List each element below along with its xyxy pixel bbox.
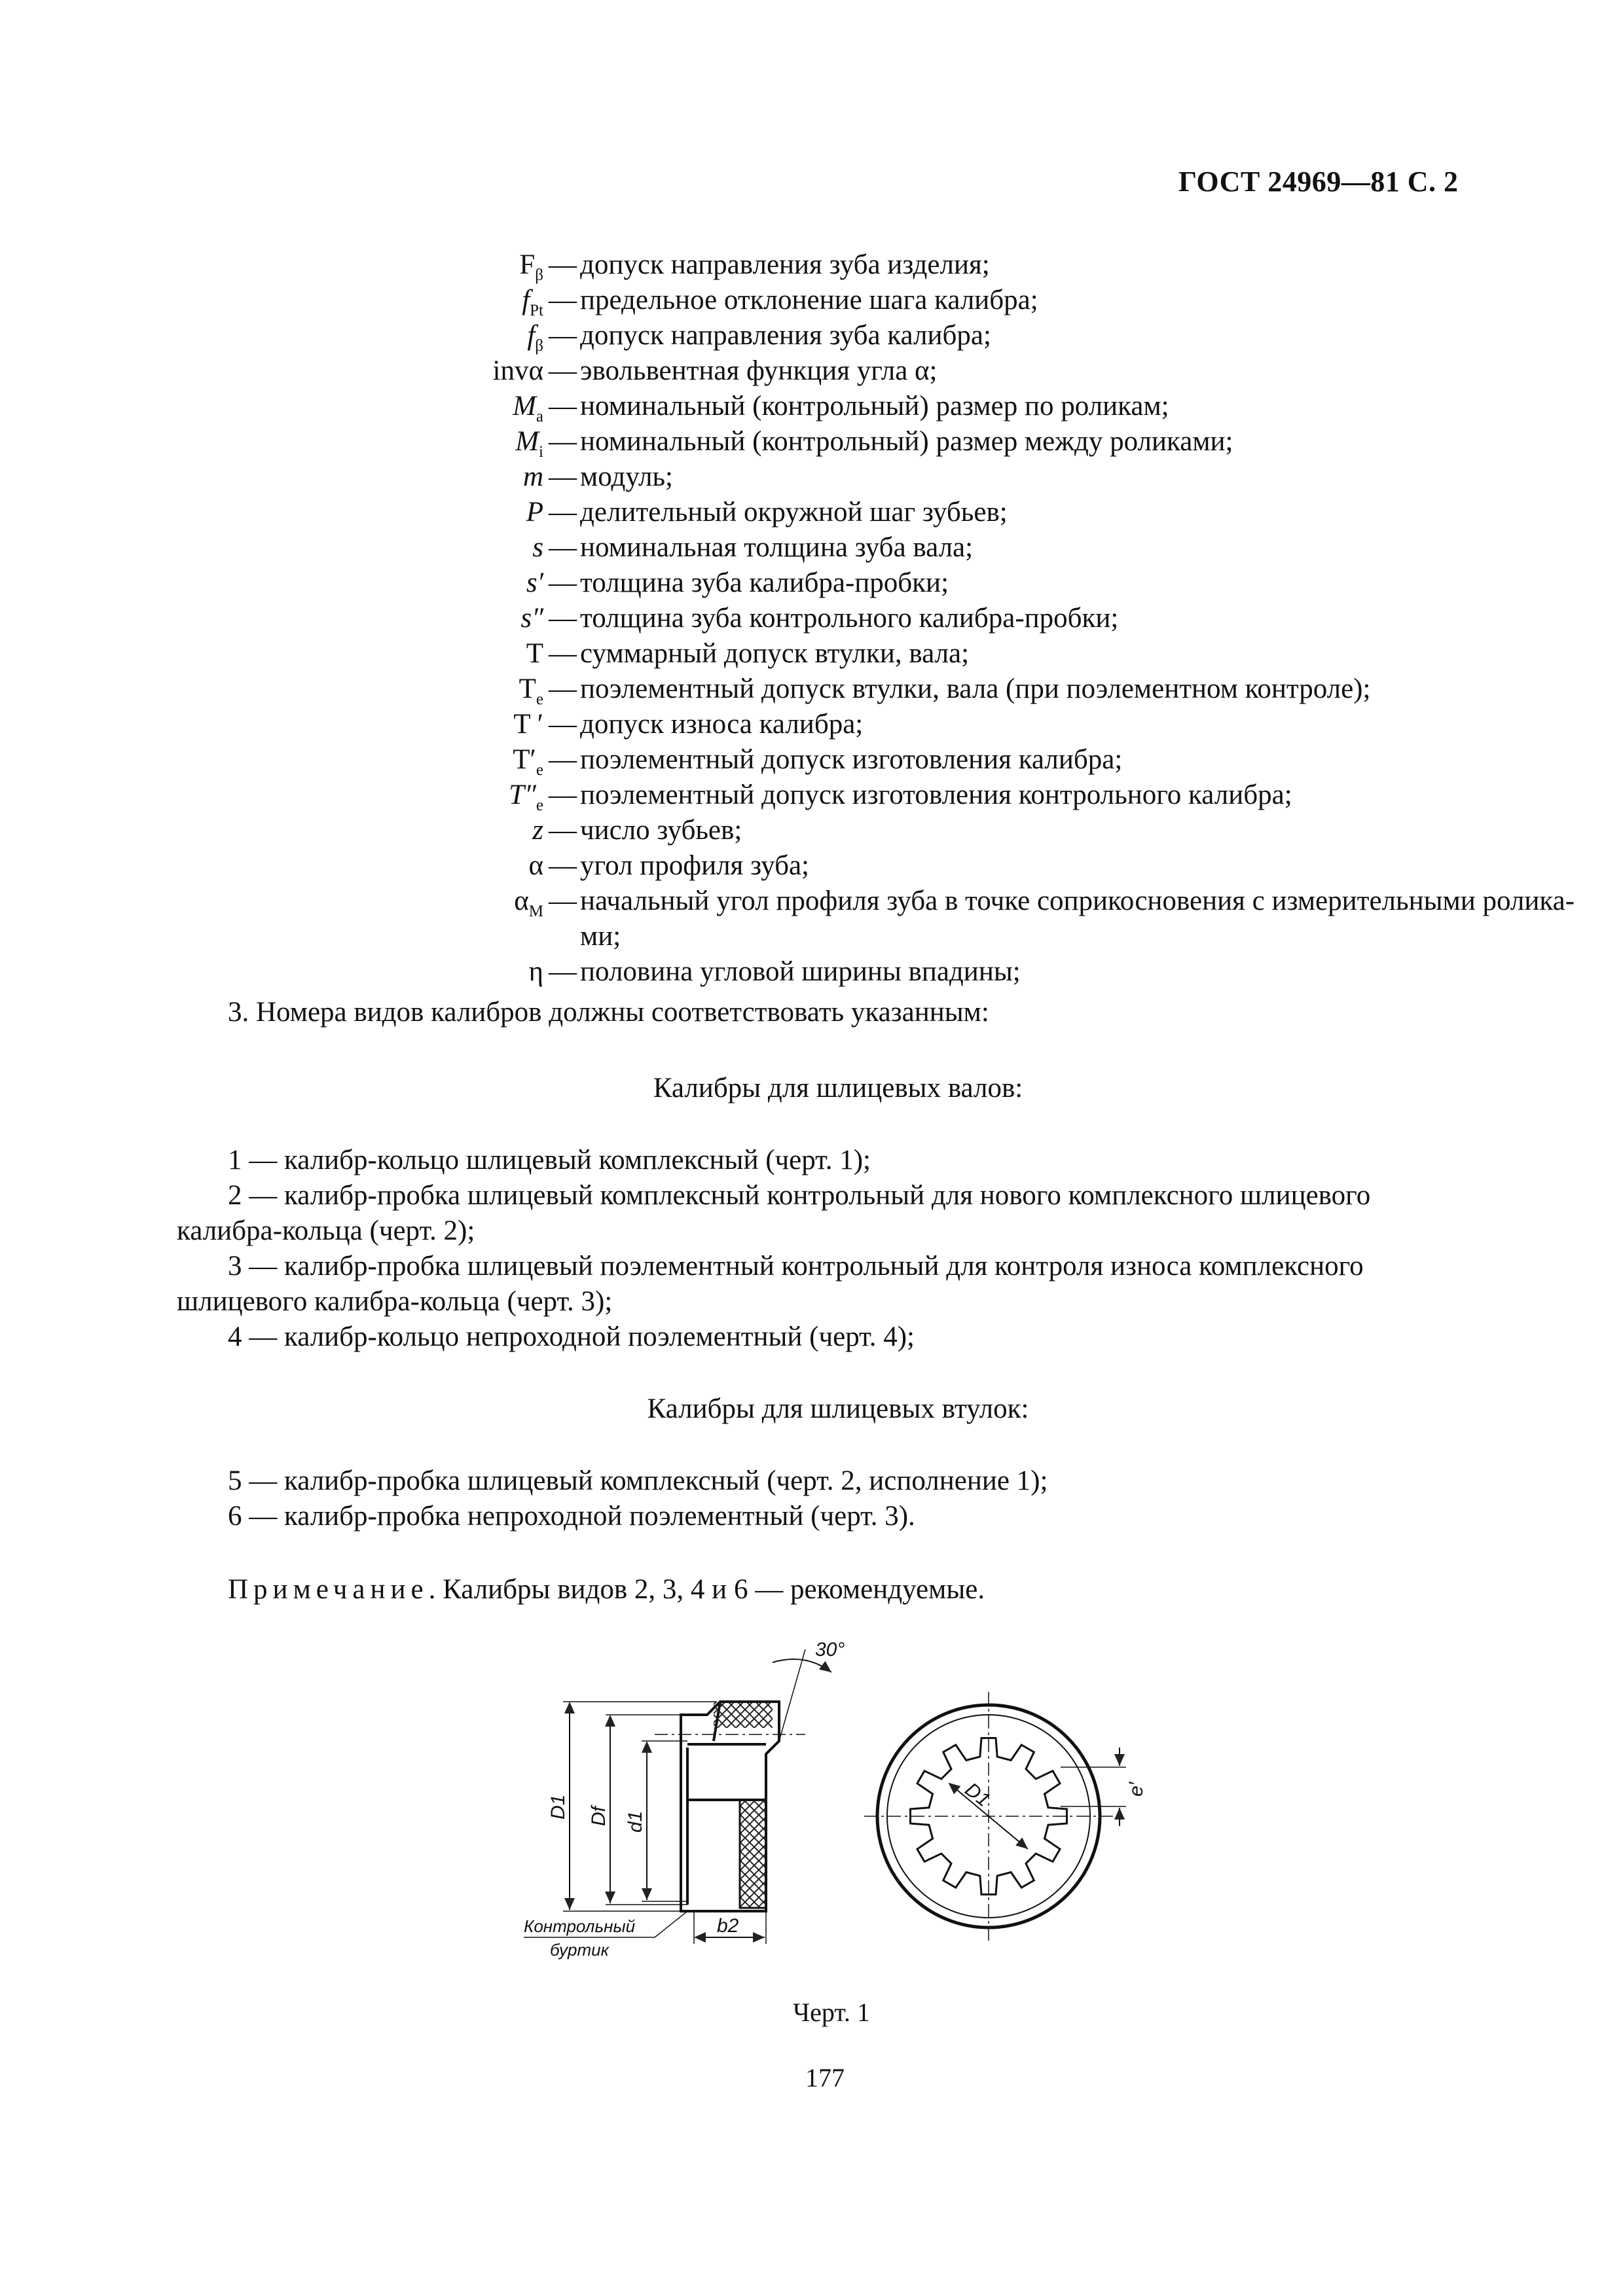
- symbol-definition: половина угловой ширины впадины;: [580, 956, 1021, 987]
- symbol-definition: начальный угол профиля зуба в точке соприкосновения с измерительными ролика-: [580, 886, 1575, 916]
- symbol-row: [196, 389, 1480, 424]
- symbol-subscript: β: [535, 337, 543, 355]
- dash: —: [549, 886, 577, 916]
- symbol-definition: суммарный допуск втулки, вала;: [580, 638, 970, 669]
- list-item: 3 — калибр-пробка шлицевый поэлементный контрольный для контроля износа комплексного: [228, 1251, 1364, 1282]
- symbol-main: T ′: [513, 709, 543, 740]
- symbol-main: s: [532, 532, 543, 563]
- dim-e-label: e′: [1125, 1782, 1147, 1797]
- dash: —: [549, 249, 577, 280]
- symbol: [523, 459, 543, 495]
- symbol-definition: допуск износа калибра;: [580, 709, 864, 740]
- symbol: [532, 813, 543, 848]
- list-item: 1 — калибр-кольцо шлицевый комплексный (черт. 1);: [228, 1145, 871, 1175]
- symbol-row: [196, 353, 1480, 389]
- symbol-main: m: [522, 461, 543, 492]
- side-view: [524, 1649, 831, 1944]
- symbol-definition: толщина зуба контрольного калибра-пробки;: [580, 603, 1119, 634]
- item-3-text: 3. Номера видов калибров должны соответствовать указанным:: [228, 997, 989, 1028]
- symbol: [528, 848, 543, 884]
- heading-shaft-gauges: Калибры для шлицевых валов:: [653, 1073, 1023, 1103]
- symbol-row: [196, 884, 1575, 920]
- symbol-row: [196, 848, 1480, 884]
- symbol: [520, 601, 543, 636]
- symbol-main: T″: [509, 780, 536, 810]
- dash: —: [549, 285, 577, 315]
- page-number: 177: [805, 2063, 845, 2092]
- symbol-main: s′: [526, 567, 543, 598]
- symbol-row: [196, 672, 1480, 707]
- symbol-subscript: β: [535, 266, 543, 284]
- dash: —: [549, 320, 577, 351]
- symbol-main: invα: [492, 355, 543, 386]
- symbol-row: [196, 530, 1480, 565]
- circle-D1-label: D1: [960, 1778, 994, 1812]
- list-item-continuation: шлицевого калибра-кольца (черт. 3);: [177, 1286, 613, 1317]
- dash: —: [549, 426, 577, 457]
- symbol-row: [196, 813, 1480, 848]
- symbol-definition: число зубьев;: [580, 815, 742, 846]
- dash: —: [549, 850, 577, 881]
- dash: —: [549, 532, 577, 563]
- symbol-definition: предельное отклонение шага калибра;: [580, 285, 1038, 315]
- angle-label: 30°: [815, 1639, 845, 1660]
- symbol-definition-continuation: ми;: [580, 921, 621, 952]
- symbol-definition: угол профиля зуба;: [580, 850, 810, 881]
- symbol: [526, 565, 543, 601]
- dash: —: [549, 567, 577, 598]
- symbol-definition: поэлементный допуск изготовления калибра;: [580, 744, 1123, 775]
- dash: —: [549, 461, 577, 492]
- symbol-definition: делительный окружной шаг зубьев;: [580, 497, 1008, 528]
- symbol-row: [196, 247, 1480, 283]
- symbol-row: [196, 707, 1480, 742]
- symbol-definition: допуск направления зуба калибра;: [580, 320, 991, 351]
- symbol: [529, 954, 544, 990]
- symbol-main: T: [526, 638, 543, 669]
- symbol-main: M: [515, 426, 539, 457]
- symbol-subscript: a: [536, 408, 543, 425]
- symbol-subscript: M: [528, 903, 543, 920]
- dash: —: [549, 391, 577, 422]
- symbol-definition: номинальный (контрольный) размер по роликам;: [580, 391, 1169, 422]
- document-header: ГОСТ 24969—81 С. 2: [1178, 166, 1459, 198]
- list-item: 5 — калибр-пробка шлицевый комплексный (черт. 2, исполнение 1);: [228, 1465, 1048, 1496]
- note: [228, 1572, 985, 1607]
- symbol-row: [196, 778, 1480, 813]
- symbol-row: [196, 565, 1480, 601]
- symbol-subscript: i: [539, 443, 543, 461]
- list-item: 4 — калибр-кольцо непроходной поэлементный (черт. 4);: [228, 1321, 915, 1352]
- dash: —: [549, 815, 577, 846]
- dash: —: [549, 956, 577, 987]
- symbol-subscript: e: [536, 691, 543, 708]
- symbol-main: z: [532, 815, 543, 846]
- dash: —: [549, 497, 577, 528]
- note-text: . Калибры видов 2, 3, 4 и 6 — рекомендуемые.: [428, 1574, 985, 1605]
- symbol-main: f: [522, 285, 530, 315]
- list-item-continuation: калибра-кольца (черт. 2);: [177, 1215, 475, 1246]
- dim-d1-label: d1: [625, 1810, 646, 1833]
- symbol-definition: номинальный (контрольный) размер между роликами;: [580, 426, 1233, 457]
- list-item: 6 — калибр-пробка непроходной поэлементный (черт. 3).: [228, 1501, 915, 1532]
- gauge-drawing: [498, 1636, 1165, 1964]
- symbol: [513, 707, 543, 742]
- symbol-main: M: [513, 391, 536, 422]
- symbol-subscript: e: [536, 797, 543, 814]
- symbol-main: s″: [520, 603, 543, 634]
- symbol-main: P: [526, 497, 543, 528]
- symbol: [526, 636, 543, 672]
- symbol-row: [196, 459, 1480, 495]
- symbol-row: [196, 601, 1480, 636]
- symbol-definition: эвольвентная функция угла α;: [580, 355, 938, 386]
- figure-caption: Черт. 1: [793, 1998, 870, 2027]
- dash: —: [549, 355, 577, 386]
- dim-Df-label: Df: [588, 1806, 610, 1826]
- list-item: 2 — калибр-пробка шлицевый комплексный контрольный для нового комплексного шлицевого: [228, 1180, 1371, 1211]
- symbol-row: [196, 954, 1480, 990]
- symbol: [532, 530, 543, 565]
- symbol-definition: толщина зуба калибра-пробки;: [580, 567, 949, 598]
- symbol-definition: поэлементный допуск изготовления контрольного калибра;: [580, 780, 1292, 810]
- symbol-row: [196, 283, 1480, 318]
- dim-D1-label: D1: [547, 1794, 569, 1820]
- symbol-main: f: [527, 320, 536, 351]
- symbol-main: T: [519, 673, 536, 704]
- symbol-row: [196, 495, 1480, 530]
- heading-bush-gauges: Калибры для шлицевых втулок:: [647, 1393, 1029, 1424]
- dash: —: [549, 709, 577, 740]
- dash: —: [549, 603, 577, 634]
- front-view: [864, 1692, 1126, 1941]
- symbol-subscript: Pt: [530, 302, 543, 319]
- control-rim-label-2: буртик: [550, 1940, 609, 1960]
- symbol-main: η: [528, 956, 543, 987]
- symbol-row: [196, 636, 1480, 672]
- symbol-definition: поэлементный допуск втулки, вала (при поэлементном контроле);: [580, 673, 1371, 704]
- symbol-main: T′: [513, 744, 536, 775]
- symbol-main: F: [519, 249, 536, 280]
- symbol-row-continuation: [196, 919, 1480, 954]
- dash: —: [549, 744, 577, 775]
- dash: —: [549, 673, 577, 704]
- symbol-row: [196, 742, 1480, 778]
- symbol-row: [196, 424, 1480, 459]
- note-label: Примечание: [228, 1574, 429, 1605]
- control-rim-label-1: Контрольный: [524, 1916, 636, 1936]
- symbol: [493, 353, 543, 389]
- dash: —: [549, 638, 577, 669]
- symbol-definition: допуск направления зуба изделия;: [580, 249, 990, 280]
- symbol-subscript: e: [536, 761, 543, 779]
- symbol-main: α: [528, 850, 543, 881]
- symbol-main: α: [514, 886, 529, 916]
- dash: —: [549, 780, 577, 810]
- symbol-definition: номинальная толщина зуба вала;: [580, 532, 974, 563]
- symbol-row: [196, 318, 1480, 353]
- symbol-definition: модуль;: [580, 461, 673, 492]
- symbol: [526, 495, 543, 530]
- dim-b2-label: b2: [717, 1915, 739, 1937]
